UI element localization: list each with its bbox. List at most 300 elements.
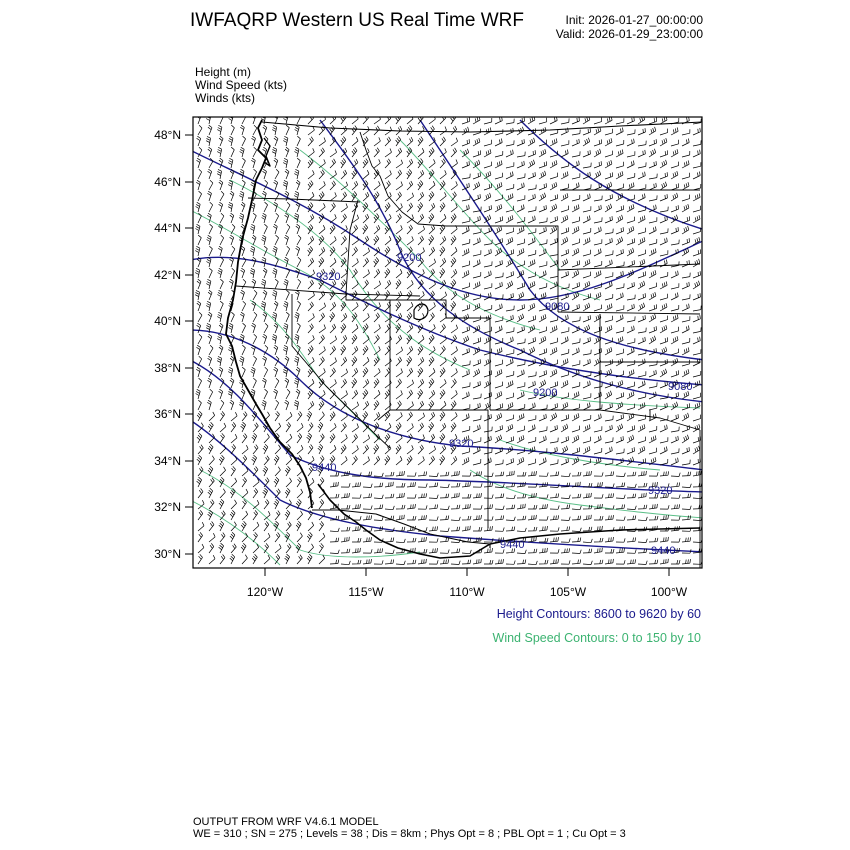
wind-barb	[638, 517, 647, 521]
wind-barb	[352, 258, 358, 267]
wind-barb	[341, 247, 347, 256]
wind-barb	[253, 378, 256, 388]
wind-barb	[262, 213, 267, 223]
wind-barb	[561, 140, 569, 146]
wind-barb	[220, 235, 224, 245]
wind-barb	[195, 268, 200, 278]
model-config: WE = 310 ; SN = 275 ; Levels = 38 ; Dis = 8km ; Phys Opt = 8 ; PBL Opt = 1 ; Cu Opt = 3	[193, 828, 626, 840]
wind-barb	[407, 494, 416, 498]
wind-barb	[649, 217, 657, 223]
wind-barb	[649, 304, 657, 311]
wind-barb	[561, 249, 569, 256]
wind-barb	[363, 248, 370, 256]
wind-barb	[198, 510, 203, 520]
lat-label: 42°N	[154, 268, 181, 282]
wind-barb	[330, 494, 339, 498]
wind-barb	[627, 391, 634, 399]
wind-barb	[528, 303, 535, 311]
wind-barb	[649, 448, 657, 454]
wind-barb	[341, 423, 346, 432]
wind-barb	[374, 335, 379, 344]
wind-barb	[638, 172, 645, 179]
wind-barb	[286, 456, 292, 465]
wind-barb	[352, 237, 359, 246]
wind-barb	[682, 338, 690, 344]
wind-barb	[297, 279, 301, 289]
wind-barb	[285, 235, 289, 245]
wind-barb	[274, 389, 278, 399]
wind-barb	[627, 217, 635, 223]
wind-barb	[649, 161, 656, 168]
wind-barb	[605, 172, 613, 179]
wind-barb	[209, 543, 214, 553]
wind-barb	[208, 169, 212, 179]
wind-barb	[231, 312, 234, 322]
field-label-wind-speed: Wind Speed (kts)	[195, 78, 288, 92]
wind-barb	[682, 472, 691, 476]
wind-barb	[693, 281, 700, 289]
wind-barb	[219, 345, 223, 355]
wind-barb	[649, 314, 656, 322]
wind-barb	[649, 127, 656, 135]
wind-barb	[197, 477, 202, 487]
wind-barb	[473, 459, 481, 465]
wind-barb	[363, 401, 369, 410]
wind-barb	[440, 247, 445, 257]
wind-barb	[693, 206, 701, 212]
lat-label: 38°N	[154, 361, 181, 375]
wind-barb	[429, 412, 435, 421]
wind-barb	[539, 458, 546, 466]
wind-barb	[440, 434, 445, 444]
height-contour-legend: Height Contours: 8600 to 9620 by 60	[496, 607, 701, 621]
wind-barb	[308, 148, 314, 157]
wind-barb	[451, 160, 458, 169]
wind-barb	[319, 412, 324, 421]
wind-barb	[198, 445, 203, 454]
wind-barb	[462, 414, 469, 422]
wind-barb	[627, 382, 635, 388]
wind-barb	[418, 389, 423, 399]
wind-barb	[671, 427, 679, 432]
wind-barb	[583, 515, 591, 520]
wind-barb	[506, 281, 513, 289]
wind-barb	[217, 169, 222, 179]
contour-label: 9320	[648, 485, 673, 497]
wind-barb	[429, 390, 435, 399]
wind-barb	[484, 162, 492, 168]
wind-barb	[294, 169, 299, 179]
wind-barb	[605, 303, 612, 311]
wind-barb	[308, 292, 315, 301]
wind-barb	[649, 248, 656, 256]
wind-barb	[539, 473, 548, 477]
wind-barb	[638, 259, 645, 267]
wind-barb	[462, 161, 469, 168]
wind-barb	[385, 115, 391, 124]
wind-barb	[418, 226, 425, 234]
wind-barb	[283, 114, 288, 124]
wind-barb	[671, 283, 679, 289]
wind-barb	[572, 550, 581, 554]
wind-barb	[330, 203, 335, 212]
wind-barb	[363, 379, 369, 388]
wind-barb	[517, 382, 525, 388]
wind-barb	[262, 378, 266, 388]
wind-barb	[616, 315, 623, 323]
wind-barb	[693, 393, 701, 399]
wind-barb	[682, 413, 689, 421]
wind-barb	[583, 493, 591, 498]
wind-barb	[693, 505, 702, 509]
wind-barb	[407, 324, 413, 333]
wind-barb	[264, 224, 267, 234]
wind-barb	[296, 224, 300, 234]
wind-barb	[285, 554, 290, 564]
great-salt-lake	[414, 304, 428, 320]
wind-barb	[451, 527, 460, 531]
wind-barb	[283, 323, 288, 333]
wind-barb	[418, 537, 427, 542]
wind-barb	[495, 129, 503, 135]
wind-barb	[297, 533, 302, 542]
wind-barb	[219, 202, 223, 212]
lat-label: 36°N	[154, 407, 181, 421]
wind-barb	[539, 171, 546, 179]
wind-barb	[495, 151, 503, 157]
wind-barb	[319, 148, 325, 157]
wind-barb	[506, 527, 515, 532]
wind-barb	[484, 370, 492, 377]
wind-barb	[572, 538, 581, 543]
wind-barb	[440, 357, 446, 366]
wind-barb	[385, 247, 390, 257]
wind-barb	[495, 403, 503, 410]
wind-barb	[418, 493, 427, 498]
wind-barb	[638, 162, 646, 168]
wind-barb	[484, 271, 491, 278]
wind-barb	[285, 147, 289, 157]
wind-barb	[197, 301, 201, 311]
wind-barb	[693, 271, 701, 278]
wind-barb	[396, 182, 403, 191]
wind-barb	[462, 382, 470, 388]
wind-barb	[352, 269, 357, 278]
wind-barb	[274, 136, 278, 146]
wind-barb	[671, 448, 679, 454]
wind-barb	[374, 137, 380, 146]
wind-barb	[605, 437, 613, 443]
wind-barb	[528, 194, 535, 201]
wind-barb	[594, 326, 602, 333]
wind-barb	[253, 445, 258, 454]
wind-barb	[220, 257, 224, 267]
wind-barb	[308, 335, 314, 344]
wind-barb	[341, 335, 347, 344]
wind-barb	[517, 472, 526, 476]
wind-barb	[242, 555, 247, 564]
wind-barb	[561, 150, 568, 158]
wind-barb	[363, 445, 369, 454]
wind-barb	[671, 314, 678, 322]
wind-barb	[418, 346, 423, 356]
wind-barb	[396, 302, 401, 312]
wind-barb	[627, 316, 635, 322]
wind-barb	[418, 313, 424, 322]
wind-barb	[616, 205, 624, 212]
wind-barb	[241, 422, 246, 432]
wind-barb	[550, 182, 557, 190]
wind-barb	[473, 250, 481, 256]
wind-barb	[274, 499, 279, 509]
wind-barb	[296, 246, 300, 256]
wind-barb	[693, 293, 700, 300]
wind-barb	[583, 303, 590, 311]
wind-barb	[295, 290, 299, 300]
wind-barb	[440, 528, 449, 532]
wind-barb	[660, 150, 668, 157]
wind-barb	[671, 560, 680, 564]
wind-barb	[341, 115, 346, 125]
wind-barb	[220, 489, 225, 498]
wind-barb	[352, 504, 361, 509]
wind-barb	[539, 336, 546, 344]
wind-barb	[307, 554, 312, 564]
wind-barb	[219, 323, 223, 333]
wind-barb	[539, 504, 548, 509]
wind-barb	[451, 471, 459, 476]
wind-barb	[649, 283, 657, 289]
wind-barb	[517, 404, 525, 410]
wind-barb	[418, 484, 427, 488]
wind-barb	[231, 246, 235, 256]
wind-speed-contour-line	[250, 300, 380, 440]
wind-barb	[283, 345, 288, 355]
wind-barb	[352, 526, 361, 531]
wind-barb	[440, 268, 445, 278]
wind-barb	[198, 400, 201, 410]
wind-barb	[495, 559, 504, 564]
wind-barb	[429, 181, 435, 190]
wind-barb	[198, 125, 202, 135]
wind-barb	[440, 314, 447, 323]
wind-barb	[572, 139, 579, 146]
wind-barb	[307, 411, 312, 421]
wind-barb	[220, 467, 226, 476]
wind-barb	[294, 356, 299, 366]
wind-barb	[627, 226, 634, 234]
wind-barb	[207, 400, 211, 410]
wind-barb	[671, 183, 679, 190]
wind-barb	[473, 303, 480, 311]
wind-barb	[219, 136, 223, 146]
wind-barb	[231, 544, 236, 553]
wind-barb	[594, 205, 601, 212]
wind-barb	[208, 378, 212, 388]
lon-label: 115°W	[348, 585, 384, 599]
wind-barb	[264, 478, 269, 487]
wind-barb	[649, 336, 656, 344]
wind-barb	[506, 495, 515, 499]
wind-barb	[517, 370, 524, 377]
wind-barb	[660, 207, 668, 212]
wind-barb	[285, 378, 289, 388]
wind-barb	[385, 236, 391, 245]
wind-barb	[341, 137, 346, 147]
wind-barb	[594, 249, 601, 257]
contour-label: 9320	[316, 271, 341, 283]
wind-barb	[239, 169, 244, 179]
wind-barb	[517, 482, 525, 487]
wind-barb	[660, 437, 668, 443]
height-contour-line	[190, 330, 705, 470]
wind-barb	[297, 555, 302, 564]
lon-label: 110°W	[449, 585, 485, 599]
wind-barb	[539, 548, 547, 553]
wind-barb	[484, 495, 493, 499]
wind-barb	[572, 282, 580, 289]
map-content	[190, 114, 705, 568]
lon-label: 105°W	[549, 585, 587, 599]
wind-barb	[671, 227, 678, 234]
wind-barb	[274, 477, 279, 487]
wind-barb	[275, 400, 279, 410]
wind-barb	[209, 522, 214, 532]
wind-barb	[308, 313, 314, 322]
wind-barb	[572, 404, 580, 410]
wind-barb	[242, 434, 247, 444]
wind-barb	[241, 389, 245, 399]
wind-barb	[208, 422, 213, 432]
wind-barb	[506, 259, 513, 267]
wind-barb	[418, 202, 423, 212]
wind-barb	[295, 125, 300, 135]
wind-barb	[341, 379, 347, 388]
wind-barb	[253, 312, 257, 322]
wind-barb	[517, 152, 525, 157]
wind-barb	[231, 466, 236, 476]
wind-barb	[616, 305, 624, 311]
wind-barb	[528, 259, 535, 267]
wind-barb	[252, 235, 256, 245]
wind-barb	[693, 162, 701, 168]
wind-barb	[682, 260, 689, 267]
wind-barb	[429, 357, 434, 366]
wind-barb	[572, 528, 581, 532]
wind-barb	[374, 181, 380, 190]
wind-barb	[682, 403, 690, 410]
wind-barb	[198, 532, 203, 542]
wind-barb	[616, 392, 624, 399]
wind-barb	[638, 493, 646, 498]
wind-barb	[429, 368, 435, 377]
wind-barb	[319, 434, 324, 443]
wind-barb	[230, 356, 234, 366]
wind-barb	[385, 559, 394, 564]
wind-barb	[550, 138, 557, 146]
wind-barb	[264, 323, 268, 333]
wind-barb	[286, 312, 289, 322]
wind-barb	[649, 504, 657, 509]
wind-barb	[263, 444, 268, 454]
wind-barb	[671, 414, 678, 421]
wind-barb	[219, 543, 224, 553]
wind-barb	[418, 148, 424, 157]
wind-barb	[583, 184, 591, 190]
wind-barb	[682, 195, 690, 201]
contour-label: 9320	[449, 438, 474, 450]
wind-barb	[208, 356, 212, 366]
wind-barb	[517, 173, 525, 179]
wind-barb	[495, 260, 502, 267]
wind-barb	[572, 173, 580, 179]
wind-barb	[217, 312, 222, 322]
wind-barb	[396, 280, 401, 290]
wind-barb	[297, 323, 300, 333]
wind-barb	[616, 184, 624, 190]
wind-barb	[473, 337, 481, 344]
wind-barb	[550, 251, 558, 256]
wind-barb	[682, 182, 689, 190]
wind-barb	[517, 326, 524, 333]
wind-barb	[242, 477, 247, 487]
wind-barb	[594, 526, 602, 531]
wind-barb	[253, 522, 259, 531]
wind-barb	[230, 400, 234, 410]
wind-barb	[594, 436, 601, 444]
wind-barb	[671, 240, 679, 245]
wind-barb	[473, 381, 480, 388]
wind-barb	[660, 471, 669, 476]
wind-barb	[517, 239, 525, 245]
wind-barb	[506, 402, 513, 410]
wind-barb	[239, 213, 244, 223]
wind-barb	[528, 403, 535, 410]
wind-barb	[407, 402, 414, 411]
wind-barb	[638, 471, 646, 476]
wind-barb	[572, 447, 580, 454]
wind-barb	[286, 202, 290, 212]
wind-barb	[297, 423, 303, 432]
wind-barb	[363, 192, 369, 201]
wind-barb	[594, 149, 601, 157]
wind-barb	[451, 549, 460, 554]
wind-barb	[649, 370, 656, 377]
wind-barb	[682, 559, 691, 564]
wind-barb	[605, 238, 612, 245]
wind-barb	[429, 159, 435, 168]
wind-barb	[330, 482, 338, 487]
wind-barb	[517, 304, 525, 311]
wind-barb	[407, 225, 413, 234]
wind-barb	[682, 204, 689, 212]
wind-barb	[440, 368, 445, 377]
wind-barb	[341, 214, 347, 223]
wind-barb	[506, 140, 514, 146]
wind-barb	[296, 389, 300, 399]
wind-barb	[561, 259, 568, 267]
wind-barb	[363, 515, 372, 520]
wind-barb	[638, 483, 647, 487]
wind-barb	[297, 235, 301, 245]
wind-barb	[429, 560, 438, 564]
wind-barb	[473, 394, 481, 399]
wind-barb	[462, 139, 470, 146]
wind-barb	[506, 371, 514, 377]
wind-barb	[275, 423, 281, 432]
wind-barb	[363, 291, 369, 300]
wind-barb	[330, 258, 336, 267]
